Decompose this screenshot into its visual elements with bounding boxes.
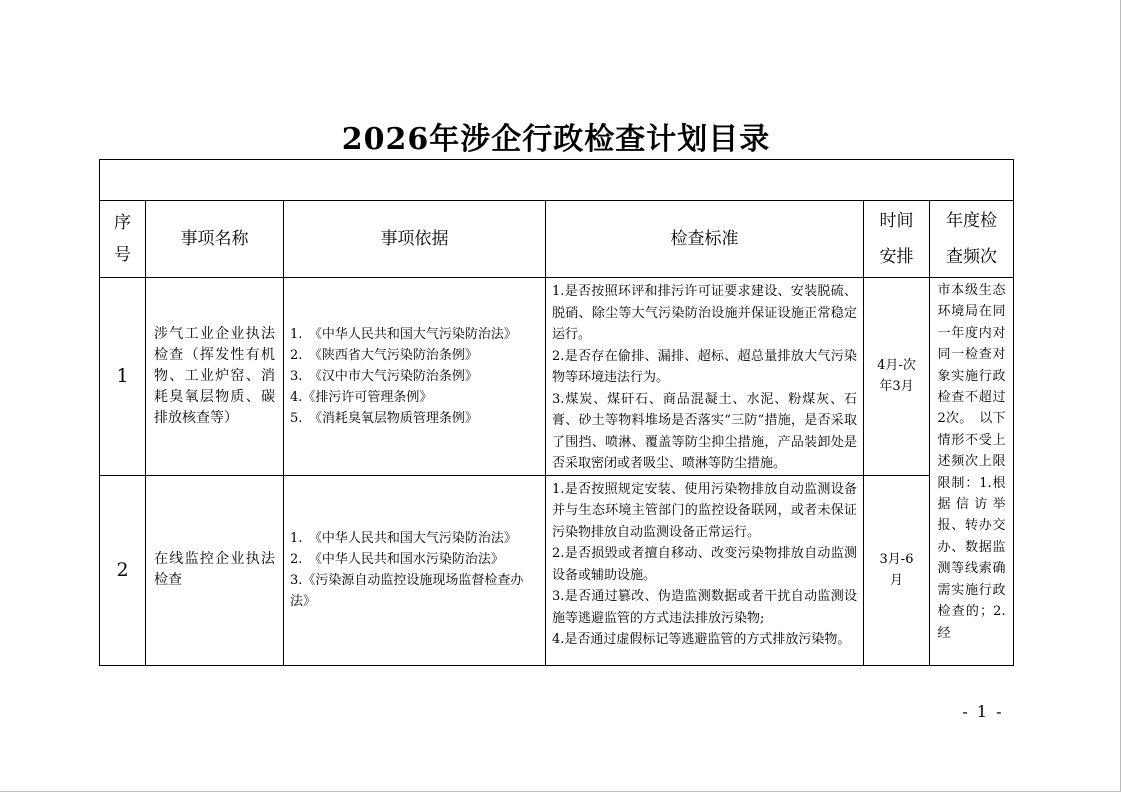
row-time: [864, 475, 930, 665]
row-name: 涉气工业企业执法检查（挥发性有机物、工业炉窑、消耗臭氧层物质、碳排放核查等）: [146, 278, 284, 476]
row-time-text: 4月-次年3月: [877, 358, 916, 395]
row-time: [864, 278, 930, 476]
basis-item: 5. 《消耗臭氧层物质管理条例》: [290, 410, 478, 426]
row-basis: [284, 278, 546, 476]
standard-item: 3.煤炭、煤矸石、商品混凝土、水泥、粉煤灰、石膏、砂土等物料堆场是否落实“三防”措施，是否采取了围挡、喷淋、覆盖等防尘抑尘措施，产品装卸处是否采取密闭或者吸尘、喷淋等防尘措施。: [552, 391, 857, 471]
header-row: [100, 201, 1014, 278]
standard-item: 1.是否按照环评和排污许可证要求建设、安装脱硫、脱硝、除尘等大气污染防治设施并保证设施正常稳定运行。: [552, 284, 857, 342]
basis-item: 1. 《中华人民共和国大气污染防治法》: [290, 531, 517, 546]
basis-item: 3. 《汉中市大气污染防治条例》: [290, 368, 478, 384]
page-number: - 1 -: [962, 702, 1004, 721]
table-row: [100, 278, 1014, 476]
header-seq: [100, 201, 146, 278]
header-seq-text: 序号: [114, 213, 131, 265]
header-standard: 检查标准: [546, 201, 864, 278]
inspection-plan-table: [99, 159, 1014, 666]
header-time-line2: 安排: [879, 247, 914, 267]
frequency-cell: [930, 278, 1014, 666]
header-basis: 事项依据: [284, 201, 546, 278]
row-seq: 1: [100, 278, 146, 476]
row-time-text: 3月-6月: [879, 552, 914, 588]
standard-item: 1.是否按照规定安装、使用污染物排放自动监测设备并与生态环境主管部门的监控设备联网，或者未保证污染物排放自动监测设备正常运行。: [552, 481, 857, 540]
row-basis: [284, 475, 546, 665]
document-title: 2026年涉企行政检查计划目录: [341, 122, 771, 157]
header-time: [864, 201, 930, 278]
row-standard: [546, 475, 864, 665]
table-row: [100, 475, 1014, 665]
basis-item: 2. 《陕西省大气污染防治条例》: [290, 347, 478, 363]
row-name: 在线监控企业执法检查: [146, 475, 284, 665]
standard-item: 4.是否通过虚假标记等逃避监管的方式排放污染物。: [552, 632, 851, 647]
blank-cell: [100, 160, 1014, 201]
header-time-line1: 时间: [879, 211, 914, 231]
standard-item: 2.是否存在偷排、漏排、超标、超总量排放大气污染物等环境违法行为。: [552, 348, 857, 385]
basis-item: 2. 《中华人民共和国水污染防治法》: [290, 552, 504, 567]
basis-item: 1. 《中华人民共和国大气污染防治法》: [290, 326, 517, 342]
standard-item: 2.是否损毁或者擅自移动、改变污染物排放自动监测设备或辅助设施。: [552, 546, 857, 583]
header-frequency: [930, 201, 1014, 278]
header-name: 事项名称: [146, 201, 284, 278]
frequency-text: 市本级生态环境局在同一年度内对同一检查对象实施行政检查不超过2次。 以下情形不受上述频次上限限制：1.根据信访举报、转办交办、数据监测等线索确需实施行政检查的；2.经: [937, 283, 1006, 641]
header-freq-line1: 年度检: [946, 211, 998, 231]
blank-row: [100, 160, 1014, 201]
row-standard: [546, 278, 864, 476]
basis-item: 4.《排污许可管理条例》: [290, 389, 433, 405]
header-freq-line2: 查频次: [946, 247, 998, 267]
basis-item: 3.《污染源自动监控设施现场监督检查办法》: [290, 573, 524, 609]
standard-item: 3.是否通过篡改、伪造监测数据或者干扰自动监测设施等逃避监管的方式违法排放污染物;: [552, 589, 857, 626]
row-seq: 2: [100, 475, 146, 665]
